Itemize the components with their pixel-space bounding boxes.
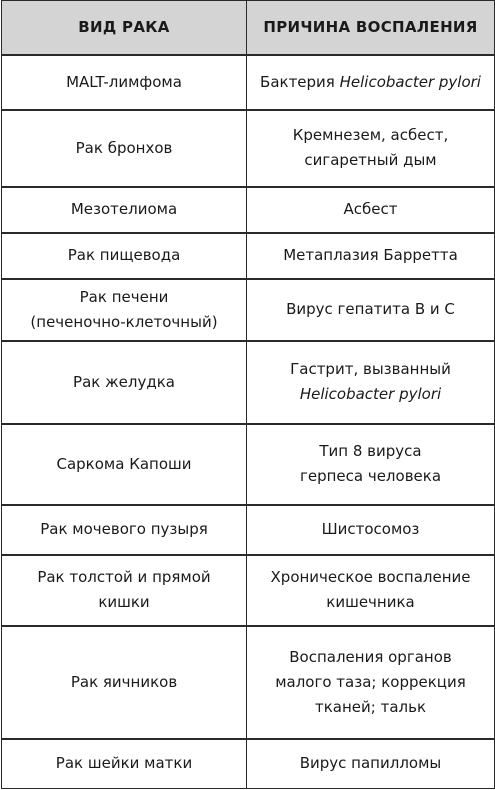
table-row bbox=[2, 279, 495, 341]
cell-line: Шистосомоз bbox=[321, 520, 420, 538]
cell-line: тканей; тальк bbox=[314, 697, 426, 716]
cause-cell bbox=[247, 187, 495, 233]
cell-line: Вирус папилломы bbox=[299, 754, 442, 773]
table-row bbox=[2, 110, 495, 187]
cancer-type-cell bbox=[2, 187, 247, 233]
table-row bbox=[2, 341, 495, 424]
cell-text-italic: Helicobacter pylori bbox=[339, 72, 481, 91]
header-row bbox=[2, 1, 495, 55]
cancer-type-cell bbox=[2, 424, 247, 505]
cell-line: герпеса человека bbox=[299, 467, 442, 485]
table-row bbox=[2, 424, 495, 505]
cause-cell bbox=[247, 279, 495, 341]
cell-line: малого таза; коррекция bbox=[275, 672, 466, 691]
cell-line: Кремнезем, асбест, bbox=[292, 126, 449, 144]
cell-line: Рак пищевода bbox=[67, 246, 181, 264]
header-inflammation-cause: ПРИЧИНА ВОСПАЛЕНИЯ bbox=[247, 1, 495, 55]
cell-line: Мезотелиома bbox=[70, 200, 178, 218]
cancer-inflammation-table bbox=[1, 0, 495, 789]
table-row bbox=[2, 739, 495, 789]
cell-line: Рак шейки матки bbox=[55, 754, 193, 773]
table-row bbox=[2, 233, 495, 279]
cancer-type-cell bbox=[2, 739, 247, 789]
table-row bbox=[2, 187, 495, 233]
cause-cell bbox=[247, 626, 495, 739]
cell-line: (печеночно-клеточный) bbox=[30, 312, 218, 331]
cell-line: Метаплазия Барретта bbox=[283, 246, 458, 264]
cell-line: MALT-лимфома bbox=[66, 72, 182, 91]
cause-cell bbox=[247, 739, 495, 789]
cause-cell bbox=[247, 424, 495, 505]
cancer-type-cell bbox=[2, 626, 247, 739]
cancer-type-cell bbox=[2, 110, 247, 187]
cause-cell bbox=[247, 505, 495, 555]
cause-cell bbox=[247, 555, 495, 626]
cell-line: Рак мочевого пузыря bbox=[40, 520, 208, 538]
cell-line: Тип 8 вируса bbox=[319, 442, 422, 460]
cause-cell bbox=[247, 110, 495, 187]
cell-line: Гастрит, вызванный bbox=[290, 360, 451, 378]
cell-line: Рак яичников bbox=[70, 672, 178, 691]
cause-cell bbox=[247, 233, 495, 279]
table-row bbox=[2, 555, 495, 626]
cause-cell bbox=[247, 341, 495, 424]
table-row bbox=[2, 55, 495, 110]
cell-line: кишечника bbox=[326, 593, 415, 611]
cancer-type-cell bbox=[2, 279, 247, 341]
cell-line: Рак толстой и прямой bbox=[37, 568, 211, 586]
cell-line: Воспаления органов bbox=[289, 647, 452, 666]
cell-line: Рак печени bbox=[79, 287, 169, 306]
cell-line: Вирус гепатита В и С bbox=[286, 300, 455, 318]
cell-line: Асбест bbox=[343, 200, 398, 218]
cancer-type-cell bbox=[2, 233, 247, 279]
cancer-type-cell bbox=[2, 341, 247, 424]
cell-line-italic: Helicobacter pylori bbox=[299, 385, 442, 403]
cell-line bbox=[253, 70, 488, 95]
cell-text: Бактерия bbox=[260, 72, 340, 91]
cell-line: Хроническое воспаление bbox=[270, 568, 471, 586]
table-row bbox=[2, 505, 495, 555]
cell-line: Рак желудка bbox=[73, 372, 175, 391]
cell-line: кишки bbox=[98, 593, 150, 611]
cell-line: сигаретный дым bbox=[304, 151, 437, 169]
cause-cell bbox=[247, 55, 495, 110]
table-row bbox=[2, 626, 495, 739]
cell-line: Рак бронхов bbox=[75, 138, 173, 157]
cancer-type-cell bbox=[2, 505, 247, 555]
cancer-type-cell bbox=[2, 555, 247, 626]
header-cancer-type: ВИД РАКА bbox=[2, 1, 247, 55]
cell-line: Саркома Капоши bbox=[56, 454, 192, 473]
cancer-type-cell bbox=[2, 55, 247, 110]
